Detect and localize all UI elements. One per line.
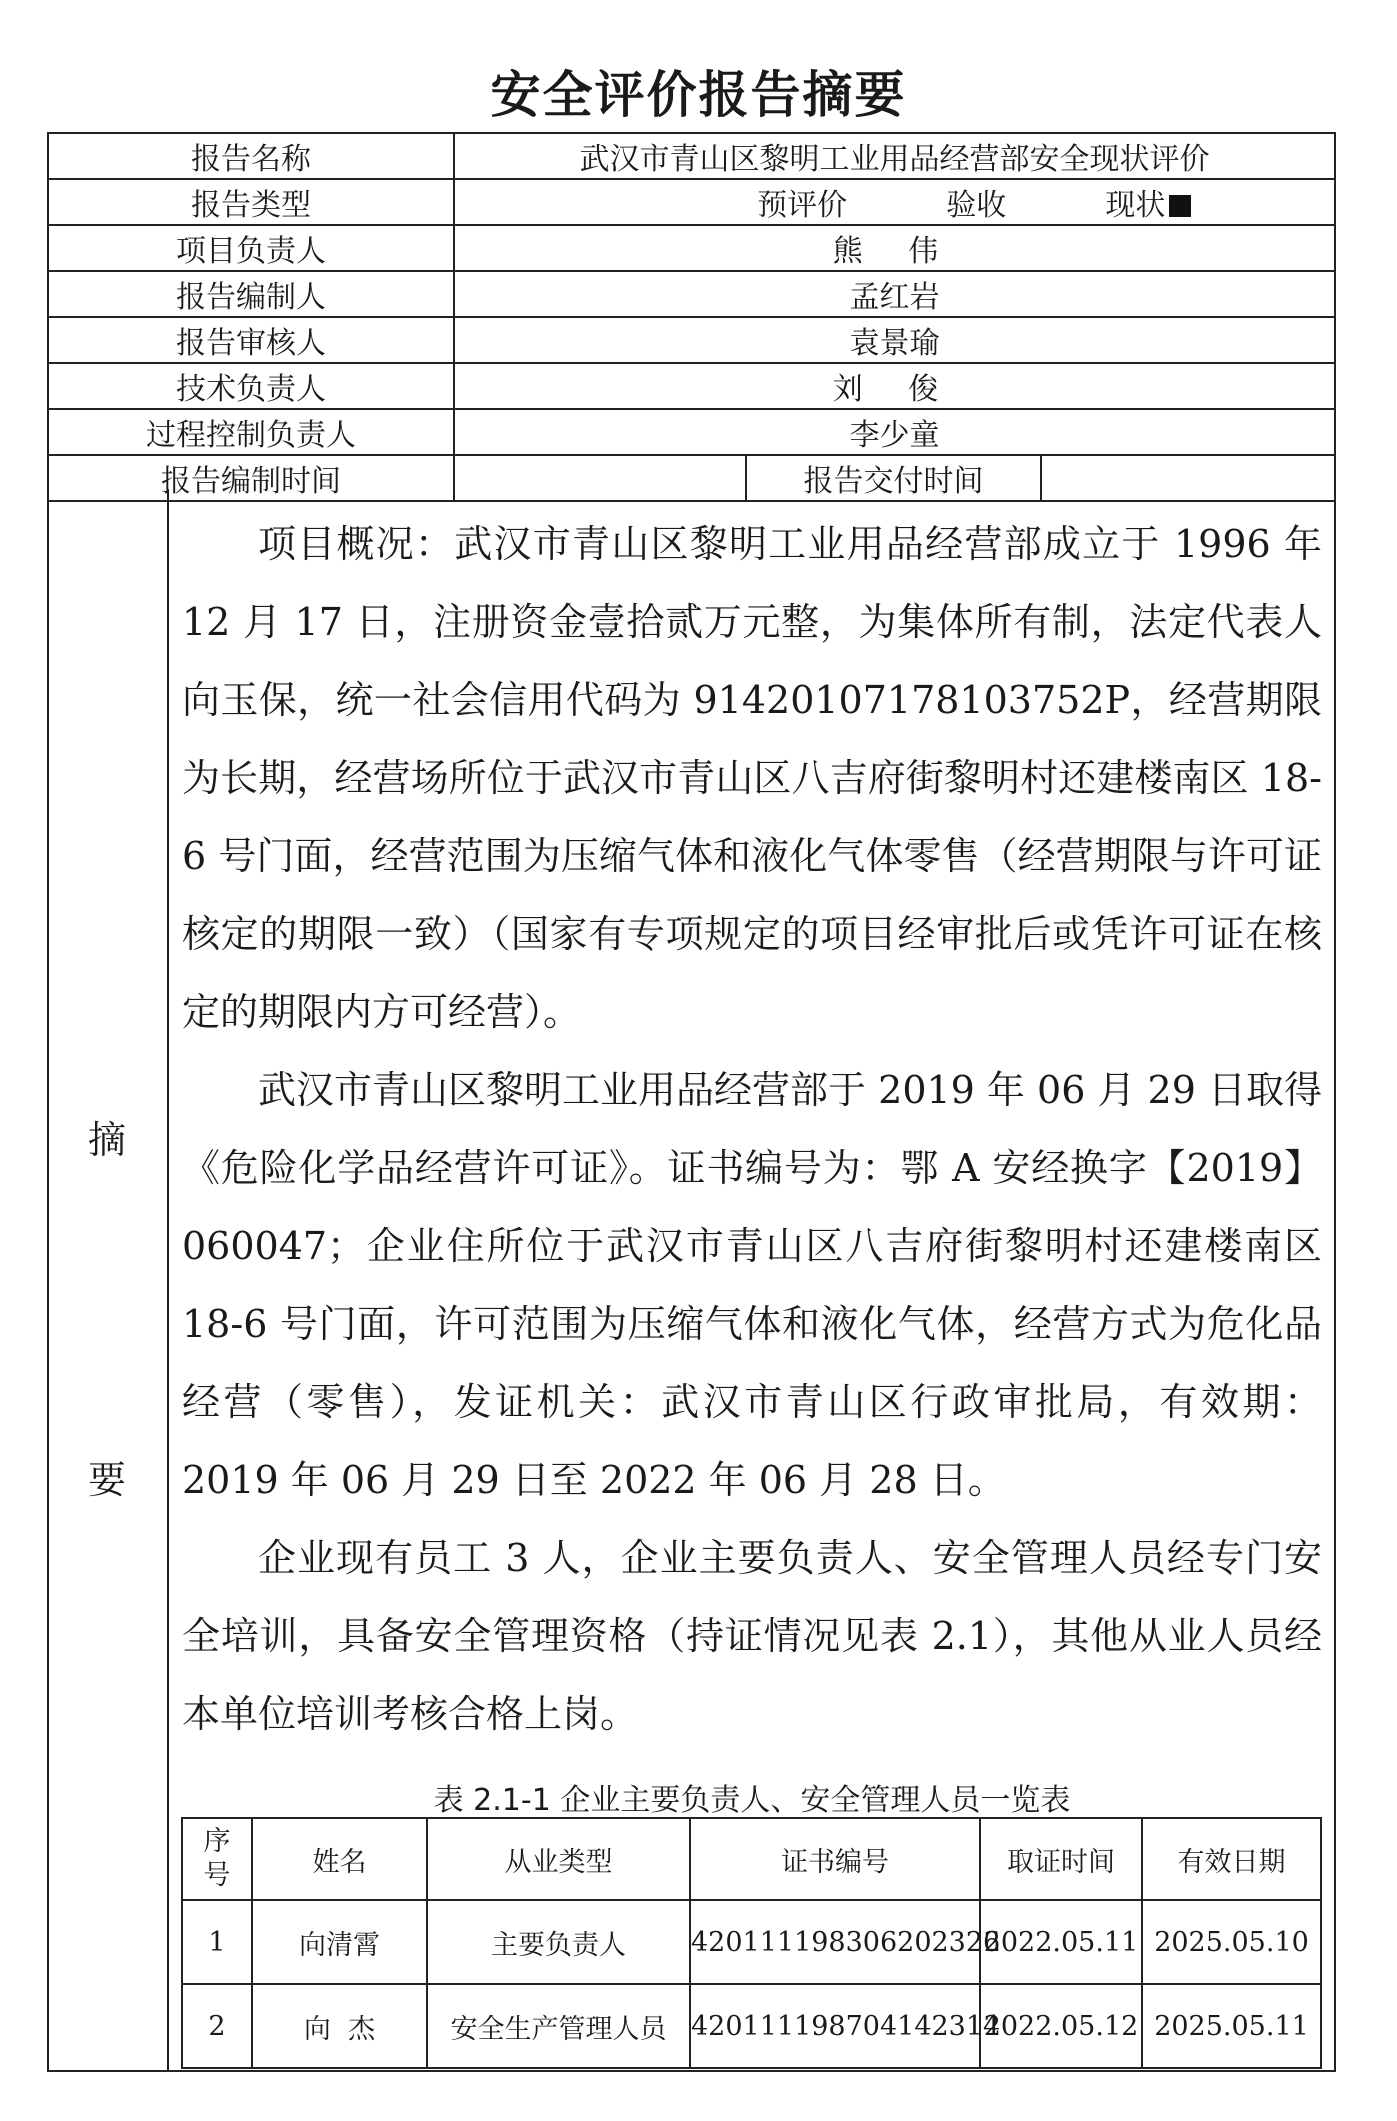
project-leader-label: 项目负责人 — [48, 225, 454, 271]
tech-leader-label: 技术负责人 — [48, 363, 454, 409]
compiler-label: 报告编制人 — [48, 271, 454, 317]
tech-leader-row — [48, 363, 1335, 409]
table-cell: 主要负责人 — [427, 1900, 690, 1984]
table-cell: 2025.05.11 — [1142, 1984, 1321, 2068]
reviewer-label: 报告审核人 — [48, 317, 454, 363]
report-name-label: 报告名称 — [48, 133, 454, 179]
delivery-time-label: 报告交付时间 — [746, 455, 1041, 501]
header-seq — [182, 1818, 252, 1900]
compiler-row — [48, 271, 1335, 317]
summary-paragraph: 武汉市青山区黎明工业用品经营部于 2019 年 06 月 29 日取得《危险化学品经营许可证》。证书编号为：鄂 A 安经换字【2019】060047；企业住所位于武汉市青山区八吉府街黎明村还建楼南区 18-6 号门面，许可范围为压缩气体和液化气体，经营方式为危化品经营（零售），发证机关：武汉市青山区行政审批局，有效期：2019 年 06 月 29 日至 2022 年 06 月 28 日。 — [182, 1068, 1322, 1502]
compile-time-label: 报告编制时间 — [48, 455, 454, 501]
table-cell: 向清霄 — [252, 1900, 427, 1984]
process-leader-value: 李少童 — [454, 409, 1335, 455]
header-type: 从业类型 — [427, 1818, 690, 1900]
reviewer-value: 袁景瑜 — [454, 317, 1335, 363]
summary-content — [182, 505, 1322, 1753]
delivery-time-value — [1041, 455, 1335, 501]
report-type-options — [454, 179, 1335, 225]
report-type-label: 报告类型 — [48, 179, 454, 225]
staff-table — [181, 1817, 1322, 2069]
table-row — [182, 1900, 1321, 1984]
table-cell: 2025.05.10 — [1142, 1900, 1321, 1984]
header-cert-no: 证书编号 — [690, 1818, 980, 1900]
compile-time-value — [454, 455, 746, 501]
project-leader-row — [48, 225, 1335, 271]
header-seq-text: 序号 — [203, 1826, 231, 1891]
process-leader-row — [48, 409, 1335, 455]
report-name-value: 武汉市青山区黎明工业用品经营部安全现状评价 — [454, 133, 1335, 179]
table-row — [182, 1984, 1321, 2068]
summary-paragraph: 企业现有员工 3 人，企业主要负责人、安全管理人员经专门安全培训，具备安全管理资格（持证情况见表 2.1），其他从业人员经本单位培训考核合格上岗。 — [182, 1536, 1322, 1736]
table-cell: 2022.05.11 — [980, 1900, 1142, 1984]
header-name: 姓名 — [252, 1818, 427, 1900]
reviewer-row — [48, 317, 1335, 363]
table-cell: 2022.05.12 — [980, 1984, 1142, 2068]
report-type-option-acceptance: 验收 — [946, 188, 1007, 223]
table-cell: 420111198306202326 — [690, 1900, 980, 1984]
side-char-yao: 要 — [87, 1458, 126, 1502]
page-title: 安全评价报告摘要 — [490, 66, 907, 124]
summary-paragraph: 项目概况：武汉市青山区黎明工业用品经营部成立于 1996 年 12 月 17 日，注册资金壹拾贰万元整，为集体所有制，法定代表人向玉保，统一社会信用代码为 91420107178103752P，经营期限为长期，经营场所位于武汉市青山区八吉府街黎明村还建楼南区 18-6 号门面，经营范围为压缩气体和液化气体零售（经营期限与许可证核定的期限一致）（国家有专项规定的项目经审批后或凭许可证在核定的期限内方可经营）。 — [182, 522, 1322, 1034]
table-cell: 420111198704142314 — [690, 1984, 980, 2068]
header-issue-date: 取证时间 — [980, 1818, 1142, 1900]
report-info-table — [47, 132, 1336, 502]
side-char-zhai: 摘 — [87, 1118, 126, 1162]
table-cell: 1 — [182, 1900, 252, 1984]
report-type-option-pre: 预评价 — [757, 188, 848, 223]
table-header-row — [182, 1818, 1321, 1900]
table-cell: 2 — [182, 1984, 252, 2068]
checked-box-icon — [1169, 195, 1191, 217]
report-type-option-current: 现状 — [1105, 188, 1166, 223]
table-cell: 安全生产管理人员 — [427, 1984, 690, 2068]
report-name-row — [48, 133, 1335, 179]
header-valid-date: 有效日期 — [1142, 1818, 1321, 1900]
project-leader-value: 熊 伟 — [454, 225, 1335, 271]
compiler-value: 孟红岩 — [454, 271, 1335, 317]
time-row — [48, 455, 1335, 501]
table-caption: 表 2.1-1 企业主要负责人、安全管理人员一览表 — [433, 1783, 1071, 1818]
process-leader-label: 过程控制负责人 — [48, 409, 454, 455]
summary-side-label — [47, 489, 169, 2072]
report-type-row — [48, 179, 1335, 225]
tech-leader-value: 刘 俊 — [454, 363, 1335, 409]
table-cell: 向 杰 — [252, 1984, 427, 2068]
